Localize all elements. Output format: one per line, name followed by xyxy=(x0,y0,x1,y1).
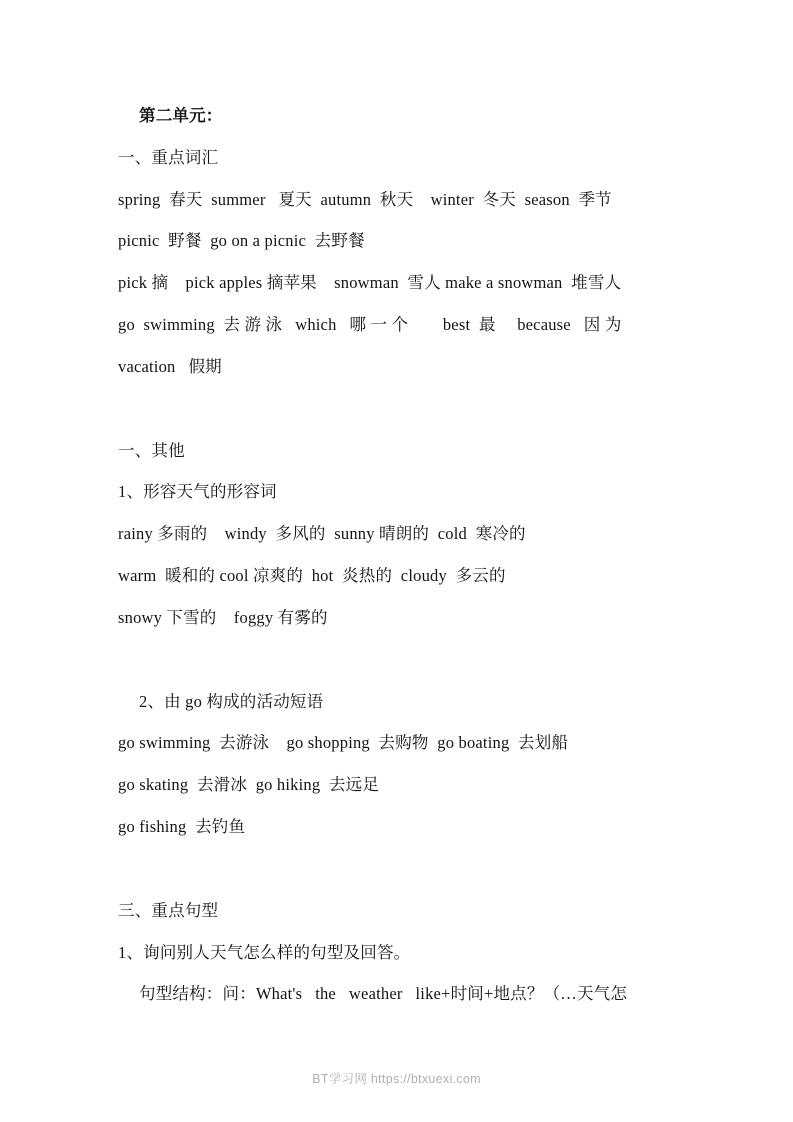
weather-adj-line-3: snowy 下雪的 foggy 有雾的 xyxy=(118,607,328,627)
go-phrase-line-3: go fishing 去钓鱼 xyxy=(118,816,246,836)
spacer-after-go-phrases xyxy=(118,848,680,890)
sentence-item-1: 1、询问别人天气怎么样的句型及回答。 xyxy=(118,942,411,962)
weather-adj-line-1: rainy 多雨的 windy 多风的 sunny 晴朗的 cold 寒冷的 xyxy=(118,524,526,544)
subsection-weather-adj: 1、形容天气的形容词 xyxy=(118,482,277,502)
section-heading-other: 一、其他 xyxy=(118,440,185,460)
vocab-line-3: pick 摘 pick apples 摘苹果 snowman 雪人 make a snowman 堆雪人 xyxy=(118,273,622,293)
heading-unit-title: 第二单元： xyxy=(139,106,223,125)
section-heading-sentence: 三、重点句型 xyxy=(118,900,219,920)
document-body xyxy=(118,95,680,1015)
section-heading-vocab: 一、重点词汇 xyxy=(118,147,219,167)
spacer-after-vocab xyxy=(118,388,680,430)
vocab-line-1: spring 春天 summer 夏天 autumn 秋天 winter 冬天 season 季节 xyxy=(118,189,612,209)
go-phrase-line-1: go swimming 去游泳 go shopping 去购物 go boating 去划船 xyxy=(118,733,569,753)
footer-watermark: BT学习网 https://btxuexi.com xyxy=(312,1072,481,1086)
subsection-go-phrases: 2、由 go 构成的活动短语 xyxy=(139,691,324,711)
vocab-line-2: picnic 野餐 go on a picnic 去野餐 xyxy=(118,231,365,251)
vocab-line-4: go swimming 去 游 泳 which 哪 一 个 best 最 because 因 为 xyxy=(118,314,622,334)
weather-adj-line-2: warm 暖和的 cool 凉爽的 hot 炎热的 cloudy 多云的 xyxy=(118,565,506,585)
spacer-after-weather xyxy=(118,639,680,681)
sentence-structure-line: 句型结构：问：What's the weather like+时间+地点？（…天气怎 xyxy=(139,984,628,1004)
go-phrase-line-2: go skating 去滑冰 go hiking 去远足 xyxy=(118,775,380,795)
vocab-line-5: vacation 假期 xyxy=(118,356,222,376)
